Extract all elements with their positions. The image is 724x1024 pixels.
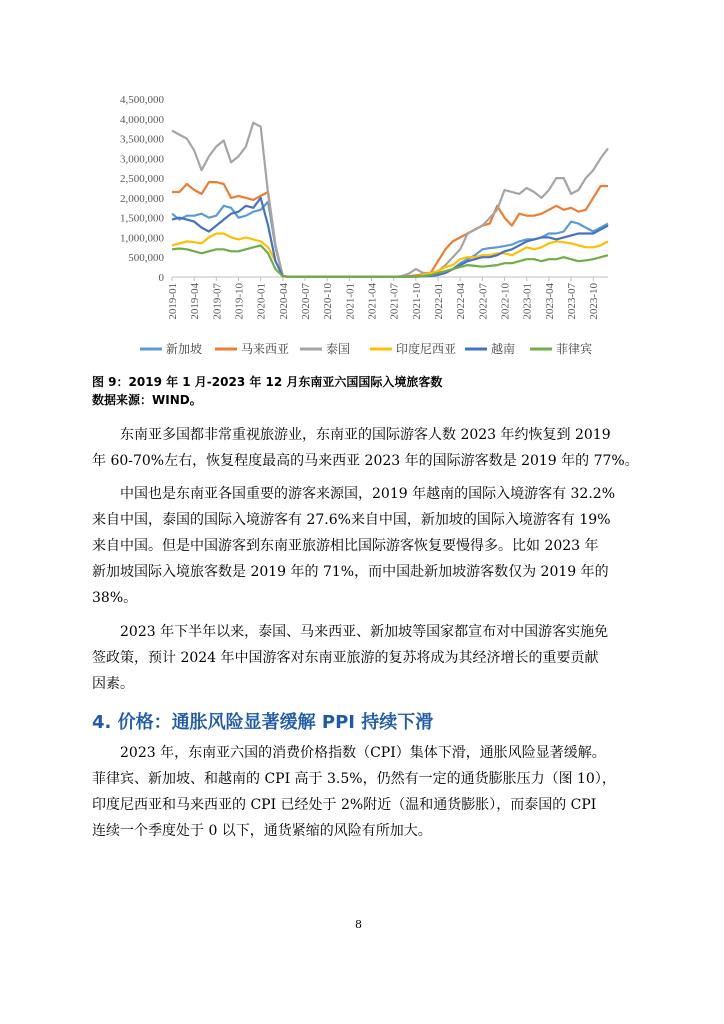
x-tick-label: 2023-10 xyxy=(588,283,601,320)
x-tick-label: 2022-07 xyxy=(477,283,490,320)
x-tick-label: 2022-10 xyxy=(499,283,512,320)
paragraph-line: 年 60-70%左右，恢复程度最高的马来西亚 2023 年的国际游客数是 2019 年的 77%。 xyxy=(92,453,639,469)
x-tick-label: 2021-01 xyxy=(344,283,357,320)
paragraph-2 xyxy=(92,481,632,611)
paragraph-line: 签政策，预计 2024 年中国游客对东南亚旅游的复苏将成为其经济增长的重要贡献 xyxy=(92,650,599,666)
paragraph-line: 新加坡国际入境旅客数是 2019 年的 71%，而中国赴新加坡游客数仅为 2019 年的 xyxy=(92,564,609,580)
legend-label: 马来西亚 xyxy=(241,342,290,356)
x-tick-label: 2022-04 xyxy=(455,283,468,320)
y-tick-label: 4,500,000 xyxy=(120,94,164,106)
series-line-泰国 xyxy=(172,123,608,277)
data-source-note: 数据来源：WIND。 xyxy=(92,393,202,407)
x-tick-label: 2021-07 xyxy=(388,283,401,320)
x-tick-label: 2023-01 xyxy=(521,283,534,320)
x-tick-label: 2019-04 xyxy=(189,283,202,320)
series-lines xyxy=(172,123,608,277)
x-tick-label: 2021-04 xyxy=(366,283,379,320)
paragraph-line: 中国也是东南亚各国重要的游客来源国，2019 年越南的国际入境游客有 32.2% xyxy=(120,486,616,502)
y-tick-label: 0 xyxy=(158,272,164,284)
paragraph-line: 2023 年，东南亚六国的消费价格指数（CPI）集体下滑，通胀风险显著缓解。 xyxy=(120,745,606,761)
series-line-菲律宾 xyxy=(172,245,608,277)
paragraph-3 xyxy=(92,619,632,697)
x-tick-label: 2020-07 xyxy=(300,283,313,320)
y-tick-label: 2,000,000 xyxy=(120,192,164,205)
x-tick-label: 2022-01 xyxy=(433,283,446,320)
series-line-越南 xyxy=(172,198,608,277)
x-tick-label: 2021-10 xyxy=(410,283,423,320)
paragraph-line: 印度尼西亚和马来西亚的 CPI 已经处于 2%附近（温和通货膨胀），而泰国的 CPI xyxy=(92,797,597,813)
paragraph-line: 因素。 xyxy=(92,676,134,692)
paragraph-4 xyxy=(92,740,632,844)
x-tick-label: 2020-10 xyxy=(322,283,335,320)
figure-caption: 图 9：2019 年 1 月-2023 年 12 月东南亚六国国际入境旅客数 xyxy=(92,375,443,389)
legend-label: 印度尼西亚 xyxy=(396,342,457,356)
y-tick-label: 2,500,000 xyxy=(120,173,164,186)
section-heading: 4. 价格：通胀风险显著缓解 PPI 持续下滑 xyxy=(92,712,434,733)
paragraph-line: 38%。 xyxy=(92,590,138,606)
paragraph-line: 东南亚多国都非常重视旅游业，东南亚的国际游客人数 2023 年约恢复到 2019 xyxy=(120,427,611,443)
y-tick-label: 3,500,000 xyxy=(120,133,164,146)
chart-legend xyxy=(140,341,592,356)
paragraph-line: 2023 年下半年以来，泰国、马来西亚、新加坡等国家都宣布对中国游客实施免 xyxy=(120,624,609,640)
x-tick-label: 2023-04 xyxy=(543,283,556,320)
legend-label: 新加坡 xyxy=(166,342,203,356)
y-tick-label: 500,000 xyxy=(128,252,164,265)
page-number: 8 xyxy=(355,918,362,931)
x-tick-label: 2019-07 xyxy=(211,283,224,320)
legend-label: 菲律宾 xyxy=(556,342,593,356)
paragraph-line: 来自中国。但是中国游客到东南亚旅游相比国际游客恢复要慢得多。比如 2023 年 xyxy=(92,538,599,554)
legend-label: 泰国 xyxy=(326,342,351,356)
legend-label: 越南 xyxy=(491,342,516,356)
paragraph-line: 连续一个季度处于 0 以下，通货紧缩的风险有所加大。 xyxy=(92,823,432,839)
y-axis xyxy=(120,94,165,284)
y-tick-label: 4,000,000 xyxy=(120,113,164,126)
paragraph-line: 来自中国，泰国的国际入境游客有 27.6%来自中国，新加坡的国际入境游客有 19% xyxy=(92,512,611,528)
paragraph-1 xyxy=(92,422,639,474)
tourist-arrivals-line-chart xyxy=(100,85,620,365)
x-tick-label: 2020-04 xyxy=(277,283,290,320)
x-tick-label: 2019-10 xyxy=(233,283,246,320)
y-tick-label: 1,500,000 xyxy=(120,212,164,225)
x-tick-label: 2023-07 xyxy=(566,283,579,320)
x-axis xyxy=(167,277,608,320)
y-tick-label: 1,000,000 xyxy=(120,232,164,245)
x-tick-label: 2020-01 xyxy=(255,283,268,320)
y-tick-label: 3,000,000 xyxy=(120,153,164,166)
paragraph-line: 菲律宾、新加坡、和越南的 CPI 高于 3.5%，仍然有一定的通货膨胀压力（图 10）， xyxy=(92,771,616,787)
x-tick-label: 2019-01 xyxy=(167,283,179,320)
series-line-印度尼西亚 xyxy=(172,234,608,277)
